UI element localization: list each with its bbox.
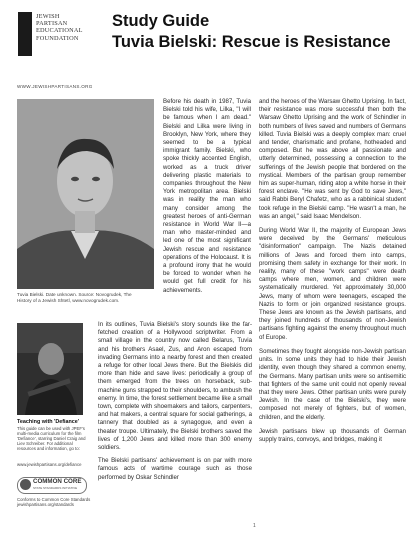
page-subtitle: Tuvia Bielski: Rescue is Resistance: [112, 33, 391, 51]
defiance-link[interactable]: www.jewishpartisans.org/defiance: [17, 462, 82, 467]
common-core-sublabel: STATE STANDARDS INITIATIVE: [33, 486, 78, 490]
tuvia-bielski-photo: [17, 99, 154, 289]
paragraph: The Bielski partisans' achievement is on par with more famous acts of wartime courage such as those performed by Oskar Schindler: [98, 457, 252, 481]
paragraph: Sometimes they fought alongside non-Jewish partisan units. In some units they had to hide their Jewish identity, even though they shared a common enemy, the Germans. Many partisan units were so antisemitic that fighters of the same unit could not openly reveal that they were Jews. Other partisan units were purely Jewish. In the case of the Bielski's, they were composed not merely of fighters, but of women, children, and the elderly.: [259, 347, 406, 421]
logo-line: PARTISAN: [36, 20, 68, 28]
common-core-label: COMMON CORE: [33, 478, 82, 485]
common-core-note: Conforms to Common Core Standards jewishpartisans.org/standards: [17, 497, 91, 508]
website-url[interactable]: WWW.JEWISHPARTISANS.ORG: [17, 84, 93, 89]
teaching-body: This guide can be used with JPEF's multi-media curriculum for the film 'Defiance', starring Daniel Craig and Liev Schreiber. For additional resources and information, go to:: [17, 426, 86, 452]
paragraph: Jewish partisans blew up thousands of German supply trains, convoys, and bridges, making it: [259, 427, 406, 443]
logo-line: FOUNDATION: [36, 34, 79, 42]
paragraph: In its outlines, Tuvia Bielski's story sounds like the far-fetched creation of a Hollywood scriptwriter. From a small village in the country now called Belarus, Tuvia and his brothers Asael, Zus, and Aron escaped from invading Germans into a nearby forest and then created a refuge for other local Jews there. But the Bielskis did more than hide and save lives: periodically a group of them emerged from the trees on horseback, sub-machine guns strapped to their shoulders, to ambush the enemy. In time, the forest settlement became like a small town, complete with shoemakers and tailors, carpenters, and hat makers, a central square for social gatherings, a tannery that doubled as a synagogue, and even a theater troupe. Ultimately, the Bielski brothers saved the lives of 1,200 Jews and killed more than 300 enemy soldiers.: [98, 321, 252, 452]
page-number: 1: [253, 523, 256, 529]
article-column-middle: [98, 321, 252, 482]
defiance-film-photo: [17, 323, 83, 415]
article-column-intro: [163, 98, 251, 295]
logo-line: EDUCATIONAL: [36, 27, 83, 35]
common-core-icon: [20, 479, 31, 490]
logo-wordmark: [36, 13, 98, 42]
page-title: Study Guide: [112, 12, 210, 30]
teaching-title: Teaching with 'Defiance': [17, 419, 80, 425]
paragraph: Before his death in 1987, Tuvia Bielski told his wife, Lilka, "I will be famous when I am dead." Bielski and Lilka were living in Brooklyn, New York, where they seemed to be a typical immigrant family. Bielski, who spoke thickly accented English, worked as a truck driver delivering plastic materials to companies throughout the New York metropolitan area. Bielski was in reality the man who many consider among the greatest heroes of anti-German resistance in World War II—a man who master-minded and led one of the most significant Jewish rescue and resistance operations of the Holocaust. It is a profound irony that he would be forced to wonder when he would get full credit for his achievements.: [163, 98, 251, 294]
jpef-logo-icon: [18, 12, 32, 56]
photo-caption: Tuvia Bielski. Date unknown. Source: Novogrudek, The History of a Jewish Shtetl, www.novogrudek.com.: [17, 292, 132, 303]
paragraph: and the heroes of the Warsaw Ghetto Uprising. In fact, their resistance was more successful then both the Warsaw Ghetto Uprising and the work of Schindler in both numbers of lives saved and numbers of Germans killed. Tuvia Bielski was a deeply complex man: cruel and tender, charismatic and profane, hotheaded and composed. But he was above all passionate and utterly determined, possessing a connection to the sufferings of the Jewish people that bordered on the mystical. Members of the partisan group remember him as super-human, riding atop a white horse in their forest enclave. "He was sent by God to save Jews," said Rabbi Beryl Chafetz, who as a rabbinical student took refuge in the Bielski camp. "He wasn't a man, he was an angel," said Isaac Mendelson.: [259, 98, 406, 220]
article-column-right: [259, 98, 406, 444]
logo-line: JEWISH: [36, 13, 60, 20]
paragraph: During World War II, the majority of European Jews were deceived by the Germans' meticulous "disinformation" campaign. The Nazis detained millions of Jews and forced them into camps, promising them safety in exchange for their work. In reality, many of these "work camps" were death camps where men, women, and children were systematically murdered. Yet approximately 30,000 Jews, many of whom were teenagers, escaped the Nazis to form or join organized resistance groups. These Jews are known as the Jewish partisans, and they joined hundreds of thousands of non-Jewish partisans fighting against the enemy throughout much of Europe.: [259, 227, 406, 341]
